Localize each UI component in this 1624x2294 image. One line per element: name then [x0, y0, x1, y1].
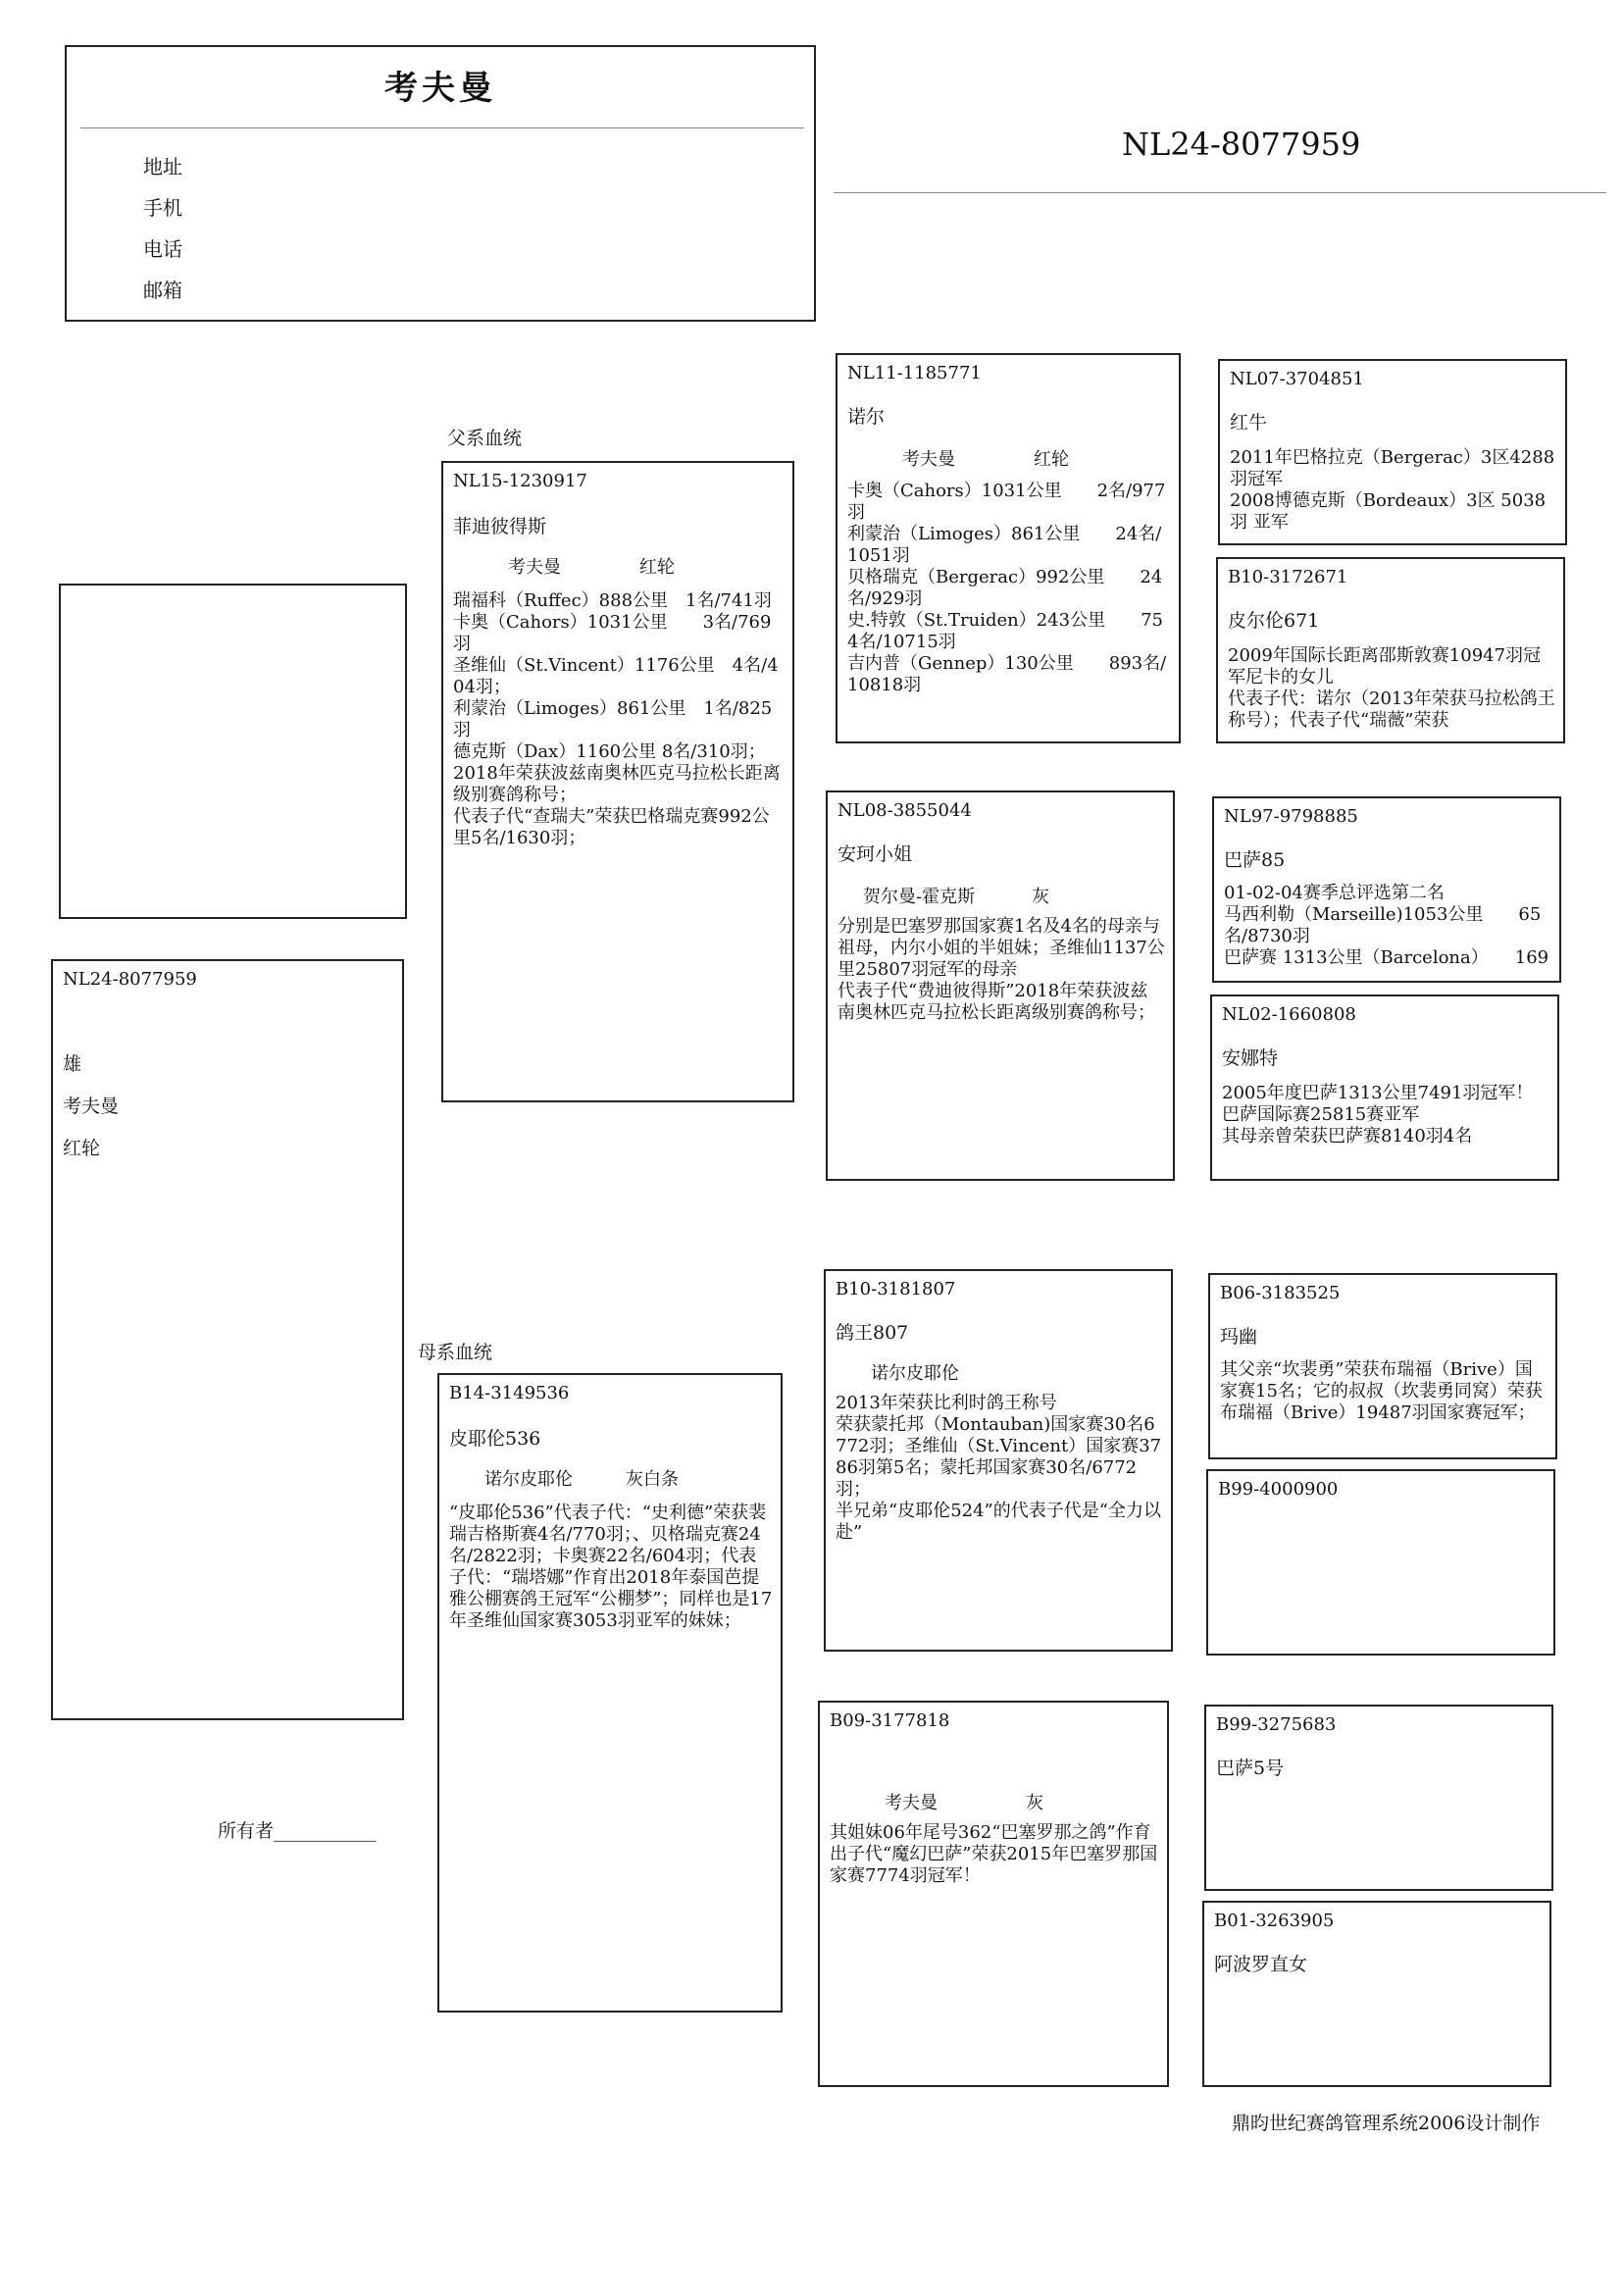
dsd-ring: B99-4000900 — [1218, 1479, 1339, 1500]
dam-line-label: 母系血统 — [418, 1342, 493, 1363]
header-divider — [80, 127, 804, 128]
ssd-description: 2009年国际长距离邵斯敦赛10947羽冠军尼卡的女儿 代表子代：诺尔（2013年荣获马拉松鸽王称号）；代表子代“瑞薇”荣获 — [1228, 645, 1555, 731]
dsd-box — [1206, 1469, 1555, 1656]
sdd-ring: NL02-1660808 — [1222, 1004, 1356, 1025]
sire-name: 菲迪彼得斯 — [453, 516, 547, 537]
ssd-name: 皮尔伦671 — [1228, 610, 1320, 632]
sire-sire-color: 红轮 — [1034, 449, 1069, 470]
dam-ring: B14-3149536 — [449, 1383, 570, 1403]
sire-box — [441, 461, 794, 1102]
sdd-box — [1210, 994, 1559, 1181]
dds-box — [1204, 1705, 1553, 1891]
dam-dam-description: 其姐妹06年尾号362“巴塞罗那之鸽”作育出子代“魔幻巴萨”荣获2015年巴塞罗那国家赛7774羽冠军！ — [830, 1822, 1158, 1886]
mobile-label: 手机 — [143, 196, 182, 220]
dam-sire-box — [824, 1269, 1173, 1652]
dam-breed-info — [449, 1465, 763, 1491]
dam-sire-description: 2013年荣获比利时鸽王称号 荣获蒙托邦（Montauban)国家赛30名6772羽；圣维仙（St.Vincent）国家赛3786羽第5名；蒙托邦国家赛30名/6772羽； 半兄弟“皮耶伦524”的代表子代是“全力以赴” — [836, 1393, 1162, 1543]
subject-color: 红轮 — [63, 1138, 101, 1159]
dam-box — [437, 1373, 783, 2013]
phone-label: 电话 — [143, 237, 182, 261]
sire-dam-breed-info — [837, 883, 1151, 908]
sss-box — [1218, 359, 1567, 545]
sire-sire-name: 诺尔 — [847, 406, 886, 428]
sss-name: 红牛 — [1230, 412, 1268, 433]
owner-name: 考夫曼 — [384, 69, 496, 108]
dam-dam-color: 灰 — [1026, 1793, 1043, 1813]
sdd-name: 安娜特 — [1222, 1047, 1279, 1069]
sire-color: 红轮 — [639, 557, 675, 578]
ssd-ring: B10-3172671 — [1228, 567, 1348, 587]
sds-name: 巴萨85 — [1224, 849, 1286, 871]
dam-sire-breed-info — [836, 1359, 1149, 1385]
dam-name: 皮耶伦536 — [449, 1428, 541, 1450]
ddd-ring: B01-3263905 — [1214, 1911, 1335, 1931]
sire-dam-ring: NL08-3855044 — [837, 800, 972, 821]
ddd-box — [1202, 1901, 1551, 2087]
dss-name: 玛幽 — [1220, 1326, 1258, 1348]
subject-sex: 雄 — [63, 1053, 82, 1075]
sss-ring: NL07-3704851 — [1230, 369, 1364, 389]
dam-sire-ring: B10-3181807 — [836, 1279, 956, 1300]
dam-sire-breeder: 诺尔皮耶伦 — [871, 1363, 959, 1384]
photo-box — [59, 584, 407, 919]
sire-breed-info — [453, 553, 767, 579]
sdd-description: 2005年度巴萨1313公里7491羽冠军！ 巴萨国际赛25815赛亚军 其母亲曾荣获巴萨赛8140羽4名 — [1222, 1083, 1534, 1147]
dss-ring: B06-3183525 — [1220, 1283, 1341, 1303]
sds-description: 01-02-04赛季总评选第二名 马西利勒（Marseille)1053公里 65名/8730羽 巴萨赛 1313公里（Barcelona） 169 — [1224, 883, 1549, 968]
dam-dam-breed-info — [830, 1789, 1143, 1814]
dam-color: 灰白条 — [626, 1469, 679, 1490]
sire-dam-breeder: 贺尔曼-霍克斯 — [863, 887, 976, 907]
subject-box — [51, 959, 404, 1720]
sss-description: 2011年巴格拉克（Bergerac）3区4288羽冠军 2008博德克斯（Bordeaux）3区 5038羽 亚军 — [1230, 447, 1555, 533]
owner-label: 所有者 — [218, 1820, 275, 1842]
sire-sire-ring: NL11-1185771 — [847, 363, 982, 383]
dam-description: “皮耶伦536”代表子代：“史利德”荣获裴瑞吉格斯赛4名/770羽；、贝格瑞克赛24名/2822羽；卡奥赛22名/604羽；代表子代：“瑞塔娜”作育出2018年泰国芭提雅公棚赛鸽王冠军“公棚梦”；同样也是17年圣维仙国家赛3053羽亚军的妹妹； — [449, 1503, 773, 1631]
sire-description: 瑞福科（Ruffec）888公里 1名/741羽 卡奥（Cahors）1031公里 3名/769羽 圣维仙（St.Vincent）1176公里 4名/404羽； 利蒙治（Limoges）861公里 1名/825羽 德克斯（Dax）1160公里 8名/310羽； 2018年荣获波兹南奥林匹克马拉松长距离级别赛鸽称号； 代表子代“查瑞夫”荣获巴格瑞克赛992公里5名/1630羽； — [453, 590, 781, 848]
email-label: 邮箱 — [143, 279, 182, 302]
dam-dam-box — [818, 1701, 1169, 2087]
ddd-name: 阿波罗直女 — [1214, 1954, 1308, 1975]
sire-sire-description: 卡奥（Cahors）1031公里 2名/977羽 利蒙治（Limoges）861公里 24名/1051羽 贝格瑞克（Bergerac）992公里 24名/929羽 史.特敦（St.Truiden）243公里 754名/10715羽 吉内普（Gennep）130公里 893名/10818羽 — [847, 481, 1167, 695]
sds-box — [1212, 796, 1561, 983]
subject-breeder: 考夫曼 — [63, 1096, 120, 1117]
owner-blank: ___________ — [274, 1820, 377, 1842]
dss-description: 其父亲“坎裴勇”荣获布瑞福（Brive）国家赛15名；它的叔叔（坎裴勇同窝）荣获布瑞福（Brive）19487羽国家赛冠军； — [1220, 1359, 1543, 1423]
dss-box — [1208, 1273, 1557, 1459]
dds-name: 巴萨5号 — [1216, 1758, 1285, 1779]
dam-sire-name: 鸽王807 — [836, 1322, 909, 1344]
owner-header-box — [65, 45, 816, 322]
ssd-box — [1216, 557, 1565, 743]
address-label: 地址 — [143, 155, 182, 178]
footer-credit: 鼎昀世纪赛鸽管理系统2006设计制作 — [1232, 2113, 1541, 2134]
dam-dam-ring: B09-3177818 — [830, 1710, 950, 1731]
owner-signature-line — [218, 1816, 377, 1843]
sire-sire-breeder: 考夫曼 — [902, 449, 955, 470]
sire-sire-box — [836, 353, 1181, 743]
sire-dam-color: 灰 — [1032, 887, 1049, 907]
sire-sire-breed-info — [847, 445, 1161, 471]
main-ring-underline — [834, 192, 1606, 193]
sire-ring: NL15-1230917 — [453, 471, 587, 491]
dds-ring: B99-3275683 — [1216, 1714, 1337, 1735]
dam-breeder: 诺尔皮耶伦 — [484, 1469, 573, 1490]
sire-line-label: 父系血统 — [447, 428, 523, 449]
sire-dam-description: 分别是巴塞罗那国家赛1名及4名的母亲与祖母，内尔小姐的半姐妹；圣维仙1137公里25807羽冠军的母亲 代表子代“费迪彼得斯”2018年荣获波兹南奥林匹克马拉松长距离级别赛鸽称号； — [837, 916, 1165, 1023]
sire-breeder: 考夫曼 — [508, 557, 561, 578]
sds-ring: NL97-9798885 — [1224, 806, 1358, 827]
sire-dam-box — [826, 790, 1175, 1181]
subject-ring: NL24-8077959 — [63, 969, 197, 990]
dam-dam-breeder: 考夫曼 — [885, 1793, 938, 1813]
sire-dam-name: 安珂小姐 — [837, 843, 913, 865]
main-ring-number: NL24-8077959 — [1122, 126, 1361, 163]
